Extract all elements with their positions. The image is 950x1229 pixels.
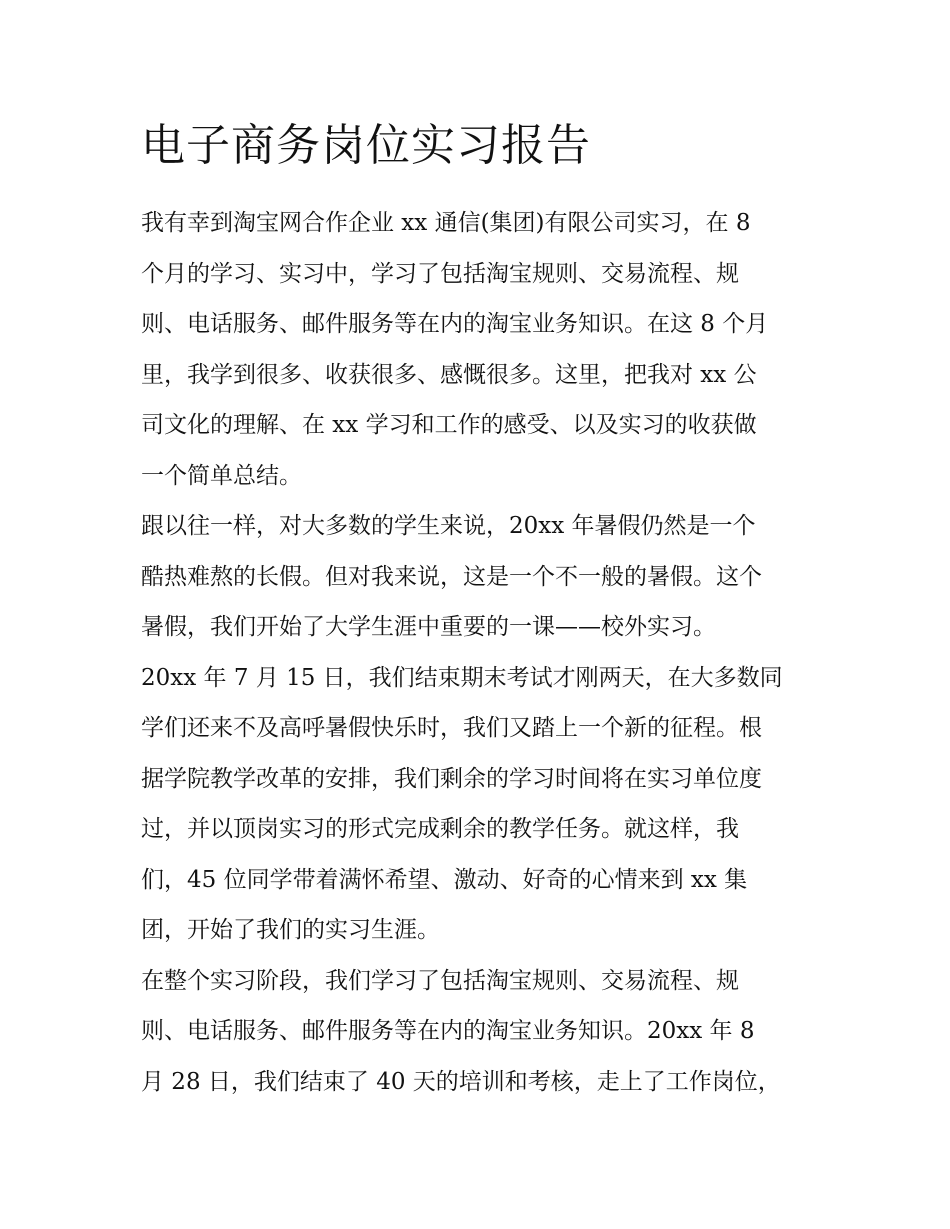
body-line-18: 月 28 日，我们结束了 40 天的培训和考核，走上了工作岗位，	[141, 1069, 781, 1095]
body-line-16: 在整个实习阶段，我们学习了包括淘宝规则、交易流程、规	[141, 968, 739, 994]
body-line-5: 司文化的理解、在 xx 学习和工作的感受、以及实习的收获做	[141, 412, 757, 438]
body-line-8: 酷热难熬的长假。但对我来说，这是一个不一般的暑假。这个	[141, 564, 762, 590]
body-line-15: 团，开始了我们的实习生涯。	[141, 917, 440, 943]
body-line-11: 学们还来不及高呼暑假快乐时，我们又踏上一个新的征程。根	[141, 715, 762, 741]
document-title: 电子商务岗位实习报告	[141, 120, 591, 171]
body-line-14: 们，45 位同学带着满怀希望、激动、好奇的心情来到 xx 集	[141, 867, 748, 893]
body-line-3: 则、电话服务、邮件服务等在内的淘宝业务知识。在这 8 个月	[141, 311, 769, 337]
body-line-13: 过，并以顶岗实习的形式完成剩余的教学任务。就这样，我	[141, 816, 739, 842]
body-line-7: 跟以往一样，对大多数的学生来说，20xx 年暑假仍然是一个	[141, 513, 756, 539]
body-line-10: 20xx 年 7 月 15 日，我们结束期末考试才刚两天，在大多数同	[141, 665, 783, 691]
body-line-6: 一个简单总结。	[141, 463, 302, 489]
body-line-4: 里，我学到很多、收获很多、感慨很多。这里，把我对 xx 公	[141, 362, 757, 388]
body-line-2: 个月的学习、实习中，学习了包括淘宝规则、交易流程、规	[141, 261, 739, 287]
body-line-9: 暑假，我们开始了大学生涯中重要的一课——校外实习。	[141, 614, 716, 640]
body-line-17: 则、电话服务、邮件服务等在内的淘宝业务知识。20xx 年 8	[141, 1018, 755, 1044]
body-line-1: 我有幸到淘宝网合作企业 xx 通信(集团)有限公司实习，在 8	[141, 210, 751, 236]
body-line-12: 据学院教学改革的安排，我们剩余的学习时间将在实习单位度	[141, 766, 762, 792]
